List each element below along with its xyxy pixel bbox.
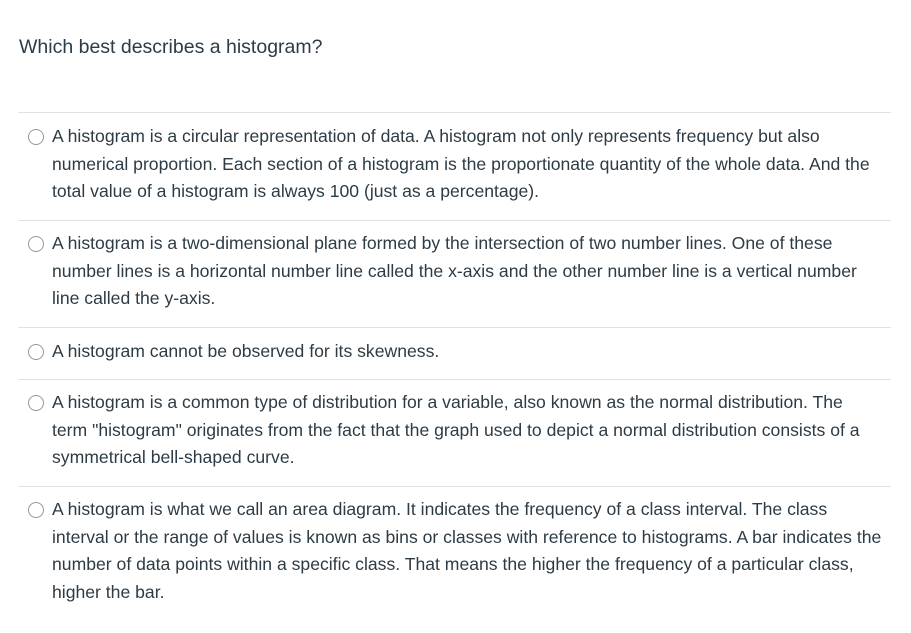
answer-option-3[interactable] xyxy=(18,328,891,380)
radio-button[interactable] xyxy=(28,129,44,145)
answer-text: A histogram is a two-dimensional plane formed by the intersection of two number lines. One of these number lines is a horizontal number line called the x-axis and the other number line is a vertical number line called the y-axis. xyxy=(52,233,857,308)
answer-option-5[interactable] xyxy=(18,487,891,620)
answer-text: A histogram is what we call an area diagram. It indicates the frequency of a class interval. The class interval or the range of values is known as bins or classes with reference to histograms. A bar indicates the number of data points within a specific class. That means the higher the frequency of a particular class, higher the bar. xyxy=(52,499,882,602)
answer-option-4[interactable] xyxy=(18,380,891,487)
answer-option-1[interactable] xyxy=(18,113,891,221)
answer-list xyxy=(18,112,891,620)
answer-text: A histogram is a common type of distribution for a variable, also known as the normal distribution. The term "histogram" originates from the fact that the graph used to depict a normal distribution consists of a symmetrical bell-shaped curve. xyxy=(52,392,860,467)
radio-button[interactable] xyxy=(28,344,44,360)
radio-button[interactable] xyxy=(28,502,44,518)
question-text: Which best describes a histogram? xyxy=(19,36,323,58)
radio-button[interactable] xyxy=(28,395,44,411)
answer-option-2[interactable] xyxy=(18,221,891,328)
answer-text: A histogram cannot be observed for its skewness. xyxy=(52,341,440,361)
radio-button[interactable] xyxy=(28,236,44,252)
answer-text: A histogram is a circular representation of data. A histogram not only represents frequency but also numerical proportion. Each section of a histogram is the proportionate quantity of the whole data. And the total value of a histogram is always 100 (just as a percentage). xyxy=(52,126,870,201)
